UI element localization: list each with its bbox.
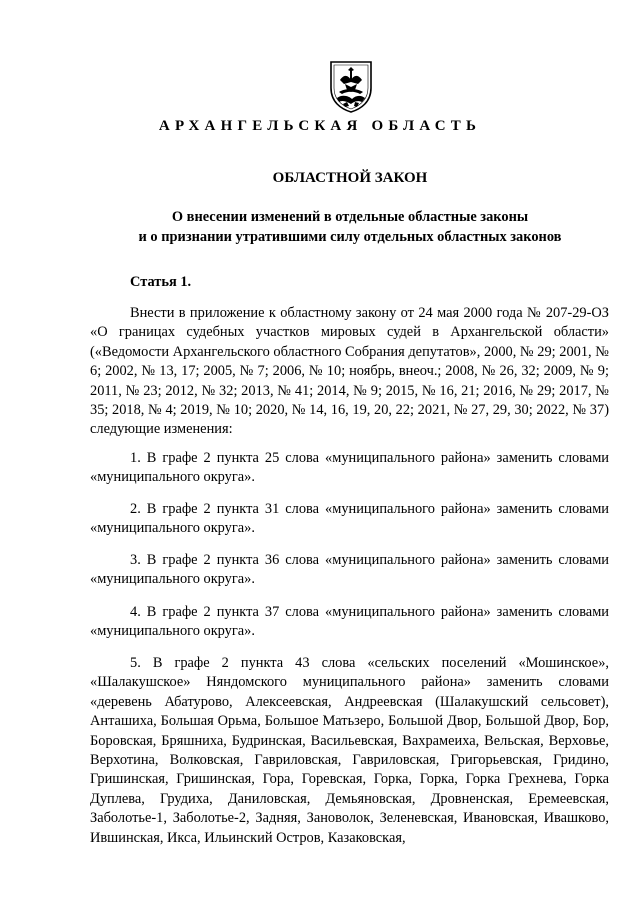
region-name: АРХАНГЕЛЬСКАЯ ОБЛАСТЬ bbox=[158, 118, 482, 134]
law-type-title: ОБЛАСТНОЙ ЗАКОН bbox=[272, 170, 428, 186]
law-subject-line-1: О внесении изменений в отдельные областные законы bbox=[171, 209, 529, 225]
article-paragraph: Внести в приложение к областному закону от 24 мая 2000 года № 207-29-ОЗ «О границах судебных участков мировых судей в Архангельской области» («Ведомости Архангельского областного Собрания депутатов», 2000, № 29; 2001, № 6; 2002, № 13, 17; 2005, № 7; 2006, № 10; ноябрь, внеоч.; 2008, № 26, 32; 2009, № 9; 2011, № 23; 2012, № 32; 2013, № 41; 2014, № 9; 2015, № 16, 21; 2016, № 29; 2017, № 35; 2018, № 4; 2019, № 10; 2020, № 14, 16, 19, 20, 22; 2021, № 27, 29, 30; 2022, № 37) следующие изменения: bbox=[90, 305, 609, 438]
law-subject-line-2: и о признании утратившими силу отдельных областных законов bbox=[138, 229, 562, 245]
article-heading: Статья 1. bbox=[130, 274, 192, 290]
coat-of-arms-icon bbox=[327, 58, 375, 114]
article-paragraph: 4. В графе 2 пункта 37 слова «муниципального района» заменить словами «муниципального округа». bbox=[90, 604, 609, 640]
article-paragraph: 5. В графе 2 пункта 43 слова «сельских поселений «Мошинское», «Шалакушское» Няндомского муниципального района» заменить словами «деревень Абатурово, Алексеевская, Андреевская (Шалакушский сельсовет), Анташиха, Большая Орьма, Большое Матьзеро, Большой Двор, Большой Двор, Бор, Боровская, Бряшниха, Будринская, Васильевская, Вахрамеиха, Вельская, Верховье, Верхотина, Волковская, Гавриловская, Гавриловская, Григорьевская, Гридино, Гришинская, Гришинская, Гора, Горевская, Горка, Горка, Горка Грехнева, Горка Дуплева, Грудиха, Даниловская, Демьяновская, Дровненская, Еремеевская, Заболотье-1, Заболотье-2, Задняя, Зановолок, Зеленевская, Ивановская, Ивашково, Ившинская, Икса, Ильинский Остров, Казаковская, bbox=[90, 655, 609, 846]
article-paragraph: 3. В графе 2 пункта 36 слова «муниципального района» заменить словами «муниципального округа». bbox=[90, 552, 609, 588]
law-subject bbox=[0, 207, 640, 247]
article-paragraph: 1. В графе 2 пункта 25 слова «муниципального района» заменить словами «муниципального округа». bbox=[90, 450, 609, 486]
article-paragraph: 2. В графе 2 пункта 31 слова «муниципального района» заменить словами «муниципального округа». bbox=[90, 501, 609, 537]
